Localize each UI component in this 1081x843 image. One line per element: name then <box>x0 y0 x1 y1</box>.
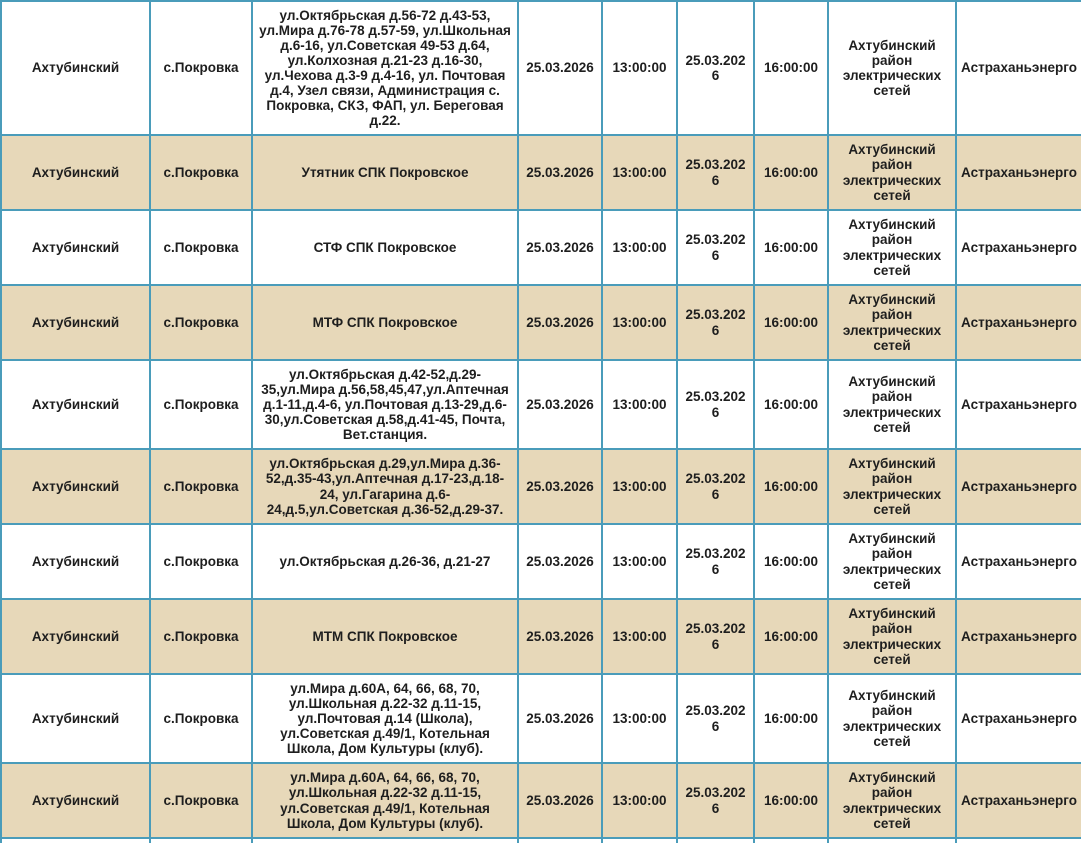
cell-company: Астраханьэнерго <box>956 599 1081 674</box>
cell-division: Ахтубинский район электрических сетей <box>828 210 956 285</box>
table-row <box>1 210 1081 285</box>
cell-division: Ахтубинский район электрических сетей <box>828 1 956 135</box>
cell-end-time: 16:00:00 <box>754 763 828 838</box>
cell-end-time: 16:00:00 <box>754 1 828 135</box>
cell-district: Ахтубинский <box>1 1 150 135</box>
cell-end-date: 25.03.2026 <box>677 449 754 524</box>
cell-end-time: 16:00:00 <box>754 360 828 449</box>
cell-end-date: 25.03.2026 <box>677 763 754 838</box>
cell-division: Ахтубинский район электрических сетей <box>828 449 956 524</box>
table-row <box>1 449 1081 524</box>
cell-company: Астраханьэнерго <box>956 285 1081 360</box>
cell-settlement: с.Покровка <box>150 674 252 763</box>
table-row <box>1 674 1081 763</box>
cell-start-date: 25.03.2026 <box>518 599 602 674</box>
cell-start-date: 25.03.2026 <box>518 210 602 285</box>
cell-district: Ахтубинский <box>1 524 150 599</box>
table-row <box>1 838 1081 843</box>
cell-company: Астраханьэнерго <box>956 674 1081 763</box>
cell-division <box>828 838 956 843</box>
cell-start-date: 25.03.2026 <box>518 135 602 210</box>
cell-district: Ахтубинский <box>1 135 150 210</box>
cell-start-time: 13:00:00 <box>602 524 677 599</box>
cell-end-time: 16:00:00 <box>754 285 828 360</box>
cell-end-date: 25.03.2026 <box>677 285 754 360</box>
cell-addresses: МТМ СПК Покровское <box>252 599 518 674</box>
cell-start-time: 13:00:00 <box>602 360 677 449</box>
cell-end-time: 16:00:00 <box>754 524 828 599</box>
cell-start-date: 25.03.2026 <box>518 449 602 524</box>
cell-settlement <box>150 838 252 843</box>
cell-end-time: 16:00:00 <box>754 210 828 285</box>
cell-company: Астраханьэнерго <box>956 360 1081 449</box>
cell-district: Ахтубинский <box>1 285 150 360</box>
cell-end-date: 25.03.2026 <box>677 135 754 210</box>
cell-addresses: ул.Мира д.60А, 64, 66, 68, 70, ул.Школьная д.22-32 д.11-15, ул.Почтовая д.14 (Школа), ул.Советская д.49/1, Котельная Школа, Дом Культуры (клуб). <box>252 674 518 763</box>
table-row <box>1 763 1081 838</box>
cell-company: Астраханьэнерго <box>956 1 1081 135</box>
table-row <box>1 1 1081 135</box>
cell-division: Ахтубинский район электрических сетей <box>828 360 956 449</box>
cell-settlement: с.Покровка <box>150 599 252 674</box>
cell-start-date: 25.03.2026 <box>518 285 602 360</box>
cell-addresses <box>252 838 518 843</box>
cell-end-date: 25.03.2026 <box>677 599 754 674</box>
table-body <box>1 1 1081 843</box>
cell-end-date <box>677 838 754 843</box>
cell-end-date: 25.03.2026 <box>677 360 754 449</box>
cell-district: Ахтубинский <box>1 210 150 285</box>
cell-settlement: с.Покровка <box>150 285 252 360</box>
cell-start-date: 25.03.2026 <box>518 1 602 135</box>
cell-end-date: 25.03.2026 <box>677 1 754 135</box>
cell-start-date: 25.03.2026 <box>518 524 602 599</box>
cell-start-time: 13:00:00 <box>602 449 677 524</box>
cell-start-time: 13:00:00 <box>602 1 677 135</box>
cell-division: Ахтубинский район электрических сетей <box>828 524 956 599</box>
cell-end-time <box>754 838 828 843</box>
cell-division: Ахтубинский район электрических сетей <box>828 674 956 763</box>
cell-addresses: ул.Октябрьская д.26-36, д.21-27 <box>252 524 518 599</box>
cell-settlement: с.Покровка <box>150 360 252 449</box>
cell-end-time: 16:00:00 <box>754 599 828 674</box>
cell-end-date: 25.03.2026 <box>677 210 754 285</box>
cell-company: Астраханьэнерго <box>956 210 1081 285</box>
cell-company <box>956 838 1081 843</box>
cell-division: Ахтубинский район электрических сетей <box>828 599 956 674</box>
cell-company: Астраханьэнерго <box>956 763 1081 838</box>
cell-division: Ахтубинский район электрических сетей <box>828 285 956 360</box>
cell-start-time: 13:00:00 <box>602 763 677 838</box>
cell-start-date: 25.03.2026 <box>518 674 602 763</box>
cell-district: Ахтубинский <box>1 763 150 838</box>
cell-start-time: 13:00:00 <box>602 674 677 763</box>
cell-addresses: ул.Октябрьская д.42-52,д.29-35,ул.Мира д.56,58,45,47,ул.Аптечная д.1-11,д.4-6, ул.Почтовая д.13-29,д.6-30,ул.Советская д.58,д.41-45, Почта, Вет.станция. <box>252 360 518 449</box>
cell-start-date <box>518 838 602 843</box>
cell-start-time: 13:00:00 <box>602 599 677 674</box>
cell-addresses: ул.Октябрьская д.29,ул.Мира д.36-52,д.35-43,ул.Аптечная д.17-23,д.18-24, ул.Гагарина д.6-24,д.5,ул.Советская д.36-52,д.29-37. <box>252 449 518 524</box>
cell-settlement: с.Покровка <box>150 1 252 135</box>
cell-end-time: 16:00:00 <box>754 674 828 763</box>
cell-district: Ахтубинский <box>1 360 150 449</box>
table-row <box>1 135 1081 210</box>
cell-company: Астраханьэнерго <box>956 135 1081 210</box>
cell-division: Ахтубинский район электрических сетей <box>828 763 956 838</box>
cell-settlement: с.Покровка <box>150 210 252 285</box>
cell-addresses: ул.Октябрьская д.56-72 д.43-53, ул.Мира д.76-78 д.57-59, ул.Школьная д.6-16, ул.Советская 49-53 д.64, ул.Колхозная д.21-23 д.16-30, ул.Чехова д.3-9 д.4-16, ул. Почтовая д.4, Узел связи, Администрация с. Покровка, СКЗ, ФАП, ул. Береговая д.22. <box>252 1 518 135</box>
cell-start-time <box>602 838 677 843</box>
cell-district <box>1 838 150 843</box>
cell-district: Ахтубинский <box>1 599 150 674</box>
cell-settlement: с.Покровка <box>150 524 252 599</box>
cell-company: Астраханьэнерго <box>956 524 1081 599</box>
cell-addresses: Утятник СПК Покровское <box>252 135 518 210</box>
table-row <box>1 599 1081 674</box>
table-row <box>1 285 1081 360</box>
cell-end-time: 16:00:00 <box>754 449 828 524</box>
cell-settlement: с.Покровка <box>150 449 252 524</box>
cell-addresses: СТФ СПК Покровское <box>252 210 518 285</box>
cell-district: Ахтубинский <box>1 449 150 524</box>
cell-addresses: ул.Мира д.60А, 64, 66, 68, 70, ул.Школьная д.22-32 д.11-15, ул.Советская д.49/1, Котельная Школа, Дом Культуры (клуб). <box>252 763 518 838</box>
cell-start-time: 13:00:00 <box>602 210 677 285</box>
cell-district: Ахтубинский <box>1 674 150 763</box>
cell-end-time: 16:00:00 <box>754 135 828 210</box>
cell-start-date: 25.03.2026 <box>518 763 602 838</box>
table-row <box>1 524 1081 599</box>
table-row <box>1 360 1081 449</box>
cell-settlement: с.Покровка <box>150 135 252 210</box>
cell-company: Астраханьэнерго <box>956 449 1081 524</box>
cell-settlement: с.Покровка <box>150 763 252 838</box>
cell-start-time: 13:00:00 <box>602 135 677 210</box>
cell-start-date: 25.03.2026 <box>518 360 602 449</box>
cell-end-date: 25.03.2026 <box>677 524 754 599</box>
cell-addresses: МТФ СПК Покровское <box>252 285 518 360</box>
cell-start-time: 13:00:00 <box>602 285 677 360</box>
cell-end-date: 25.03.2026 <box>677 674 754 763</box>
cell-division: Ахтубинский район электрических сетей <box>828 135 956 210</box>
